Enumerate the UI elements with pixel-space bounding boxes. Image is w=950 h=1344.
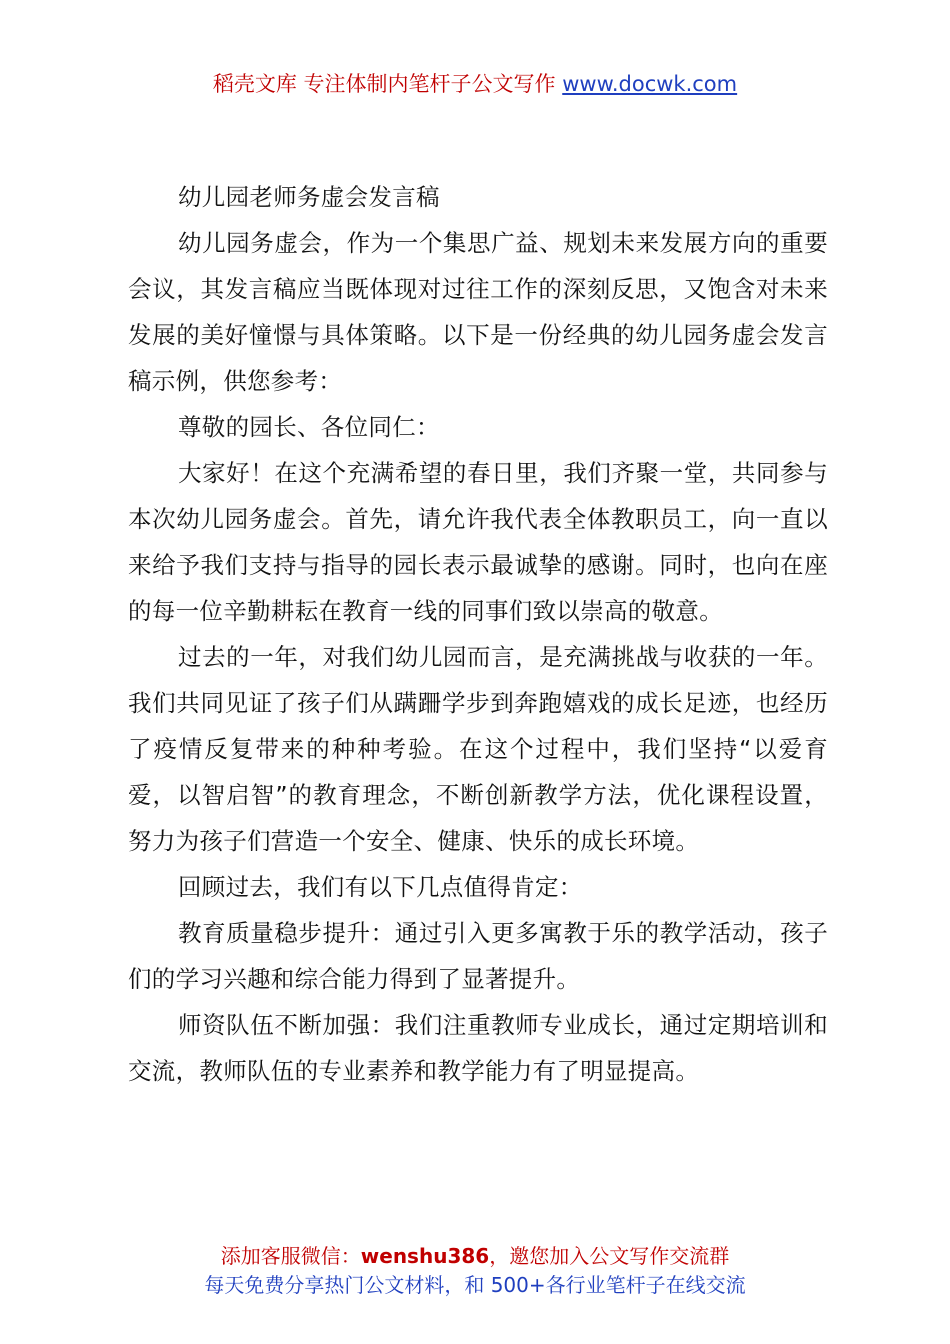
footer-share-line: 每天免费分享热门公文材料，和 500+各行业笔杆子在线交流 <box>204 1273 746 1297</box>
paragraph-review-intro: 回顾过去，我们有以下几点值得肯定： <box>178 873 583 901</box>
document-body <box>128 174 828 1094</box>
paragraph-education-quality: 教育质量稳步提升：通过引入更多寓教于乐的教学活动，孩子们的学习兴趣和综合能力得到了显著提升。 <box>128 919 828 993</box>
footer-wechat-line <box>0 1242 950 1271</box>
paragraph-teacher-team: 师资队伍不断加强：我们注重教师专业成长，通过定期培训和交流，教师队伍的专业素养和教学能力有了明显提高。 <box>128 1011 828 1085</box>
page-header <box>0 70 950 98</box>
header-site-link[interactable]: www.docwk.com <box>562 72 738 96</box>
footer-wechat-prefix: 添加客服微信： <box>220 1244 361 1268</box>
paragraph-review-year: 过去的一年，对我们幼儿园而言，是充满挑战与收获的一年。我们共同见证了孩子们从蹒跚学步到奔跑嬉戏的成长足迹，也经历了疫情反复带来的种种考验。在这个过程中，我们坚持“以爱育爱，以智启智”的教育理念，不断创新教学方法，优化课程设置，努力为孩子们营造一个安全、健康、快乐的成长环境。 <box>128 643 828 855</box>
page-footer <box>0 1242 950 1300</box>
paragraph-intro: 幼儿园务虚会，作为一个集思广益、规划未来发展方向的重要会议，其发言稿应当既体现对过往工作的深刻反思，又饱含对未来发展的美好憧憬与具体策略。以下是一份经典的幼儿园务虚会发言稿示例，供您参考： <box>128 229 828 395</box>
header-brand-text: 稻壳文库 专注体制内笔杆子公文写作 <box>212 72 556 96</box>
document-title: 幼儿园老师务虚会发言稿 <box>178 183 440 211</box>
paragraph-greeting: 大家好！在这个充满希望的春日里，我们齐聚一堂，共同参与本次幼儿园务虚会。首先，请允许我代表全体教职员工，向一直以来给予我们支持与指导的园长表示最诚挚的感谢。同时，也向在座的每一位辛勤耕耘在教育一线的同事们致以崇高的敬意。 <box>128 459 828 625</box>
paragraph-salutation: 尊敬的园长、各位同仁： <box>178 413 440 441</box>
footer-wechat-suffix: ，邀您加入公文写作交流群 <box>489 1244 730 1268</box>
footer-wechat-id: wenshu386 <box>360 1244 490 1268</box>
